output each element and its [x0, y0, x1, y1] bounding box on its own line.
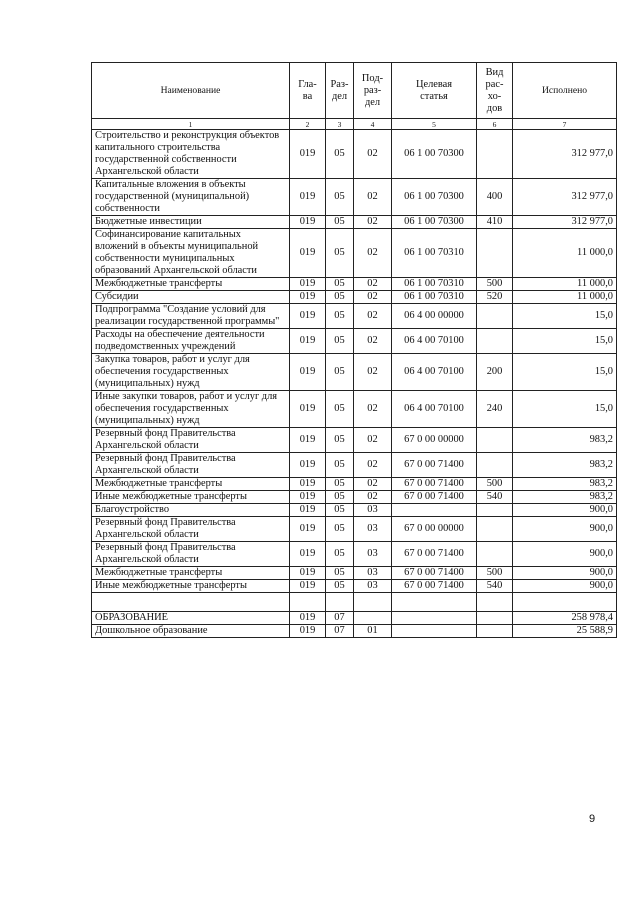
cell-razdel: 05: [326, 179, 354, 216]
cell-vid-rashodov: [477, 304, 513, 329]
header-glava: Гла- ва: [290, 63, 326, 119]
page-number: 9: [589, 813, 596, 825]
cell-vid-rashodov: [477, 593, 513, 612]
cell-name: Подпрограмма "Создание условий для реализации государственной программы": [92, 304, 290, 329]
header-podrazdel: Под- раз- дел: [354, 63, 392, 119]
cell-vid-rashodov: 200: [477, 354, 513, 391]
cell-glava: 019: [290, 216, 326, 229]
cell-podrazdel: 03: [354, 567, 392, 580]
cell-celevaya-statya: 06 4 00 00000: [392, 304, 477, 329]
cell-podrazdel: 02: [354, 329, 392, 354]
table-row: [92, 229, 617, 278]
cell-celevaya-statya: 67 0 00 71400: [392, 453, 477, 478]
cell-podrazdel: 02: [354, 130, 392, 179]
cell-vid-rashodov: [477, 612, 513, 625]
cell-name: Резервный фонд Правительства Архангельской области: [92, 453, 290, 478]
column-number: 7: [513, 119, 617, 130]
header-celevaya-statya: Целевая статья: [392, 63, 477, 119]
table-row: [92, 278, 617, 291]
cell-ispolneno: 312 977,0: [513, 179, 617, 216]
cell-podrazdel: 02: [354, 216, 392, 229]
cell-name: ОБРАЗОВАНИЕ: [92, 612, 290, 625]
cell-vid-rashodov: 540: [477, 491, 513, 504]
cell-razdel: 07: [326, 612, 354, 625]
cell-celevaya-statya: [392, 593, 477, 612]
cell-podrazdel: 02: [354, 391, 392, 428]
cell-glava: 019: [290, 354, 326, 391]
cell-celevaya-statya: 06 1 00 70310: [392, 291, 477, 304]
cell-celevaya-statya: [392, 612, 477, 625]
cell-glava: 019: [290, 428, 326, 453]
cell-razdel: 05: [326, 391, 354, 428]
table-row: [92, 593, 617, 612]
table-header-row: [92, 63, 617, 119]
cell-vid-rashodov: 400: [477, 179, 513, 216]
header-ispolneno: Исполнено: [513, 63, 617, 119]
cell-vid-rashodov: 500: [477, 478, 513, 491]
table-row: [92, 453, 617, 478]
cell-podrazdel: 02: [354, 278, 392, 291]
cell-vid-rashodov: [477, 329, 513, 354]
cell-vid-rashodov: 240: [477, 391, 513, 428]
cell-name: Резервный фонд Правительства Архангельской области: [92, 428, 290, 453]
cell-celevaya-statya: 67 0 00 00000: [392, 428, 477, 453]
cell-ispolneno: 900,0: [513, 580, 617, 593]
cell-razdel: 05: [326, 504, 354, 517]
cell-vid-rashodov: [477, 229, 513, 278]
cell-ispolneno: 900,0: [513, 517, 617, 542]
cell-name: Закупка товаров, работ и услуг для обеспечения государственных (муниципальных) нужд: [92, 354, 290, 391]
cell-razdel: 05: [326, 216, 354, 229]
column-number: 3: [326, 119, 354, 130]
cell-name: Субсидии: [92, 291, 290, 304]
cell-ispolneno: 900,0: [513, 542, 617, 567]
table-row: [92, 179, 617, 216]
cell-glava: 019: [290, 491, 326, 504]
column-number: 6: [477, 119, 513, 130]
cell-celevaya-statya: 67 0 00 71400: [392, 478, 477, 491]
cell-ispolneno: 900,0: [513, 567, 617, 580]
cell-razdel: 05: [326, 278, 354, 291]
cell-vid-rashodov: [477, 428, 513, 453]
cell-name: Иные межбюджетные трансферты: [92, 491, 290, 504]
column-number: 4: [354, 119, 392, 130]
cell-name: [92, 593, 290, 612]
table-row: [92, 580, 617, 593]
cell-glava: 019: [290, 517, 326, 542]
cell-podrazdel: 02: [354, 229, 392, 278]
cell-podrazdel: 02: [354, 304, 392, 329]
header-name: Наименование: [92, 63, 290, 119]
cell-ispolneno: 11 000,0: [513, 229, 617, 278]
table-row: [92, 478, 617, 491]
cell-glava: 019: [290, 291, 326, 304]
cell-name: Расходы на обеспечение деятельности подведомственных учреждений: [92, 329, 290, 354]
cell-podrazdel: 02: [354, 453, 392, 478]
table-row: [92, 428, 617, 453]
cell-name: Дошкольное образование: [92, 625, 290, 638]
cell-celevaya-statya: 06 1 00 70300: [392, 130, 477, 179]
cell-ispolneno: 312 977,0: [513, 130, 617, 179]
table-row: [92, 354, 617, 391]
cell-vid-rashodov: [477, 625, 513, 638]
table-row: [92, 216, 617, 229]
cell-celevaya-statya: 06 1 00 70310: [392, 229, 477, 278]
cell-razdel: 05: [326, 130, 354, 179]
cell-podrazdel: 02: [354, 354, 392, 391]
cell-glava: 019: [290, 542, 326, 567]
cell-glava: 019: [290, 625, 326, 638]
cell-ispolneno: 312 977,0: [513, 216, 617, 229]
cell-ispolneno: 258 978,4: [513, 612, 617, 625]
cell-podrazdel: 03: [354, 542, 392, 567]
cell-vid-rashodov: [477, 504, 513, 517]
cell-name: Межбюджетные трансферты: [92, 278, 290, 291]
cell-glava: 019: [290, 478, 326, 491]
cell-razdel: 05: [326, 491, 354, 504]
cell-vid-rashodov: [477, 453, 513, 478]
table-row: [92, 291, 617, 304]
cell-ispolneno: 25 588,9: [513, 625, 617, 638]
cell-celevaya-statya: 67 0 00 71400: [392, 542, 477, 567]
cell-vid-rashodov: 500: [477, 567, 513, 580]
cell-glava: 019: [290, 130, 326, 179]
cell-razdel: 05: [326, 354, 354, 391]
cell-razdel: 05: [326, 478, 354, 491]
cell-name: Благоустройство: [92, 504, 290, 517]
cell-ispolneno: 11 000,0: [513, 291, 617, 304]
header-razdel: Раз- дел: [326, 63, 354, 119]
cell-celevaya-statya: 06 4 00 70100: [392, 391, 477, 428]
table-row: [92, 329, 617, 354]
cell-celevaya-statya: 67 0 00 71400: [392, 580, 477, 593]
table-row: [92, 391, 617, 428]
cell-podrazdel: 02: [354, 491, 392, 504]
table-body: [92, 130, 617, 638]
cell-ispolneno: 11 000,0: [513, 278, 617, 291]
cell-glava: 019: [290, 329, 326, 354]
cell-razdel: 05: [326, 542, 354, 567]
cell-podrazdel: 02: [354, 291, 392, 304]
cell-ispolneno: 900,0: [513, 504, 617, 517]
cell-podrazdel: 02: [354, 428, 392, 453]
cell-razdel: 05: [326, 580, 354, 593]
cell-podrazdel: 03: [354, 504, 392, 517]
cell-glava: 019: [290, 453, 326, 478]
table-row: [92, 504, 617, 517]
cell-razdel: 07: [326, 625, 354, 638]
cell-vid-rashodov: [477, 517, 513, 542]
table-row: [92, 491, 617, 504]
cell-ispolneno: 983,2: [513, 491, 617, 504]
cell-razdel: 05: [326, 229, 354, 278]
header-vid-rashodov: Вид рас- хо- дов: [477, 63, 513, 119]
cell-podrazdel: 01: [354, 625, 392, 638]
cell-podrazdel: [354, 593, 392, 612]
cell-glava: 019: [290, 278, 326, 291]
cell-podrazdel: 03: [354, 517, 392, 542]
cell-vid-rashodov: 500: [477, 278, 513, 291]
cell-razdel: 05: [326, 567, 354, 580]
cell-name: Софинансирование капитальных вложений в объекты муниципальной собственности муниципальных образований Архангельской области: [92, 229, 290, 278]
cell-podrazdel: 03: [354, 580, 392, 593]
cell-razdel: 05: [326, 517, 354, 542]
cell-name: Иные закупки товаров, работ и услуг для обеспечения государственных (муниципальных) нужд: [92, 391, 290, 428]
cell-glava: 019: [290, 580, 326, 593]
cell-name: Резервный фонд Правительства Архангельской области: [92, 517, 290, 542]
cell-ispolneno: 15,0: [513, 354, 617, 391]
cell-ispolneno: 15,0: [513, 304, 617, 329]
cell-name: Резервный фонд Правительства Архангельской области: [92, 542, 290, 567]
cell-celevaya-statya: 06 1 00 70300: [392, 179, 477, 216]
cell-name: Иные межбюджетные трансферты: [92, 580, 290, 593]
cell-celevaya-statya: 67 0 00 71400: [392, 567, 477, 580]
cell-vid-rashodov: 520: [477, 291, 513, 304]
column-number: 2: [290, 119, 326, 130]
cell-celevaya-statya: 67 0 00 71400: [392, 491, 477, 504]
cell-vid-rashodov: 410: [477, 216, 513, 229]
cell-name: Строительство и реконструкция объектов капитального строительства государственной собственности Архангельской области: [92, 130, 290, 179]
cell-glava: 019: [290, 391, 326, 428]
cell-glava: 019: [290, 179, 326, 216]
cell-glava: 019: [290, 504, 326, 517]
cell-ispolneno: 983,2: [513, 478, 617, 491]
cell-glava: 019: [290, 567, 326, 580]
cell-name: Бюджетные инвестиции: [92, 216, 290, 229]
cell-razdel: 05: [326, 329, 354, 354]
cell-name: Капитальные вложения в объекты государственной (муниципальной) собственности: [92, 179, 290, 216]
cell-glava: [290, 593, 326, 612]
table-row: [92, 542, 617, 567]
cell-name: Межбюджетные трансферты: [92, 478, 290, 491]
column-number: 5: [392, 119, 477, 130]
cell-razdel: 05: [326, 453, 354, 478]
cell-celevaya-statya: 06 4 00 70100: [392, 354, 477, 391]
cell-razdel: [326, 593, 354, 612]
cell-celevaya-statya: [392, 625, 477, 638]
column-number-row: [92, 119, 617, 130]
cell-vid-rashodov: [477, 542, 513, 567]
table-row: [92, 304, 617, 329]
cell-ispolneno: 15,0: [513, 329, 617, 354]
table-row: [92, 517, 617, 542]
cell-ispolneno: 15,0: [513, 391, 617, 428]
cell-ispolneno: [513, 593, 617, 612]
cell-ispolneno: 983,2: [513, 453, 617, 478]
cell-glava: 019: [290, 612, 326, 625]
cell-celevaya-statya: 06 1 00 70300: [392, 216, 477, 229]
table-row: [92, 567, 617, 580]
table-row: [92, 612, 617, 625]
cell-podrazdel: 02: [354, 478, 392, 491]
column-number: 1: [92, 119, 290, 130]
cell-podrazdel: [354, 612, 392, 625]
cell-celevaya-statya: 06 1 00 70310: [392, 278, 477, 291]
cell-celevaya-statya: [392, 504, 477, 517]
cell-celevaya-statya: 67 0 00 00000: [392, 517, 477, 542]
cell-glava: 019: [290, 304, 326, 329]
cell-name: Межбюджетные трансферты: [92, 567, 290, 580]
cell-ispolneno: 983,2: [513, 428, 617, 453]
table-row: [92, 625, 617, 638]
cell-vid-rashodov: [477, 130, 513, 179]
cell-razdel: 05: [326, 304, 354, 329]
cell-podrazdel: 02: [354, 179, 392, 216]
cell-celevaya-statya: 06 4 00 70100: [392, 329, 477, 354]
cell-glava: 019: [290, 229, 326, 278]
cell-razdel: 05: [326, 428, 354, 453]
cell-razdel: 05: [326, 291, 354, 304]
table-row: [92, 130, 617, 179]
cell-vid-rashodov: 540: [477, 580, 513, 593]
budget-execution-table: [91, 62, 617, 638]
